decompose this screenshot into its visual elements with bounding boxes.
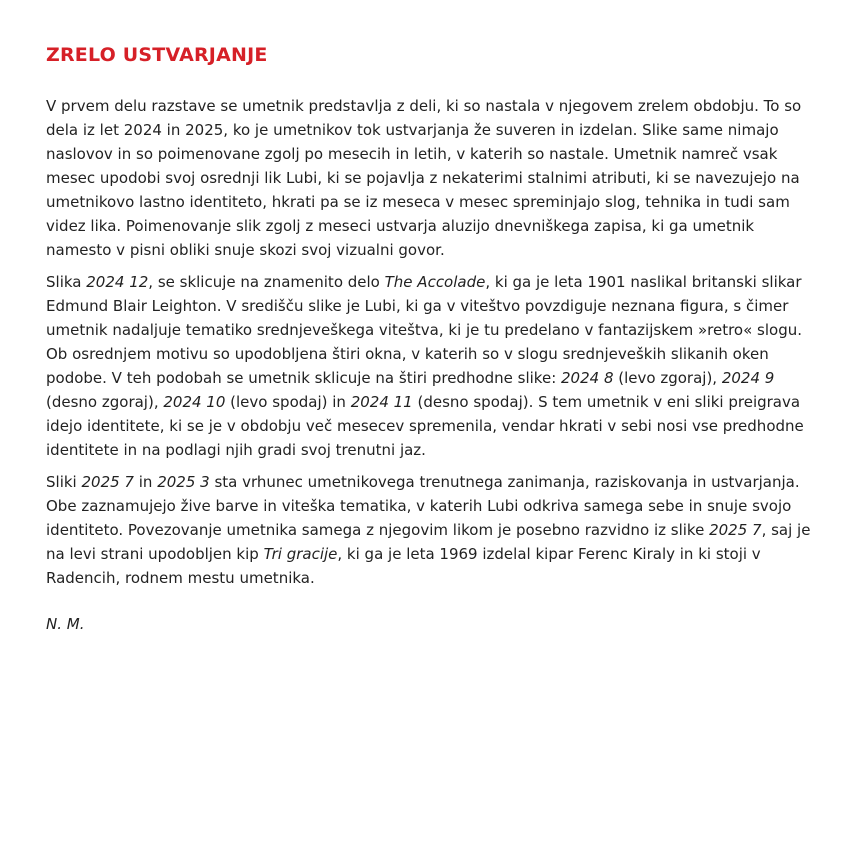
paragraph bbox=[46, 270, 816, 462]
paragraph bbox=[46, 470, 816, 590]
italic-title-text: 2024 11 bbox=[350, 393, 413, 411]
italic-title-text: 2025 7 bbox=[81, 473, 134, 491]
paragraph-text: , ki ga je leta 1969 izdelal kipar Ferenc Kiraly in ki stoji v Radencih, rodnem mestu umetnika. bbox=[46, 545, 761, 587]
paragraph-text: sta vrhunec umetnikovega trenutnega zanimanja, raziskovanja in ustvarjanja. Obe zaznamujejo žive barve in viteška tematika, v katerih Lubi odkriva samega sebe in snuje svojo identiteto. Povezovanje umetnika samega z njegovim likom je posebno razvidno iz slike bbox=[46, 473, 800, 539]
author-signature: N. M. bbox=[46, 615, 85, 633]
paragraph-text: , se sklicuje na znamenito delo bbox=[148, 273, 385, 291]
article-body bbox=[46, 94, 816, 590]
paragraph-text: (levo zgoraj), bbox=[613, 369, 722, 387]
paragraph-text: in bbox=[133, 473, 158, 491]
paragraph-text: , saj je na levi strani upodobljen kip bbox=[46, 521, 811, 563]
paragraph-text: Slika bbox=[46, 273, 87, 291]
italic-title-text: 2024 8 bbox=[561, 369, 614, 387]
section-title: ZRELO USTVARJANJE bbox=[46, 44, 268, 66]
paragraph-text: V prvem delu razstave se umetnik predstavlja z deli, ki so nastala v njegovem zrelem obdobju. To so dela iz let 2024 in 2025, ko je umetnikov tok ustvarjanja že suveren in izdelan. Slike same nimajo naslovov in so poimenovane zgolj po mesecih in letih, v katerih so nastale. Umetnik namreč vsak mesec upodobi svoj osrednji lik Lubi, ki se pojavlja z nekaterimi stalnimi atributi, ki se navezujejo na umetnikovo lastno identiteto, hkrati pa se iz meseca v mesec spreminjajo slog, tehnika in tudi sam videz lika. Poimenovanje slik zgolj z meseci ustvarja aluzijo dnevniškega zapisa, ki ga umetnik namesto v pisni obliki snuje skozi svoj vizualni govor. bbox=[46, 97, 802, 259]
italic-title-text: 2024 12 bbox=[86, 273, 149, 291]
italic-title-text: 2025 7 bbox=[709, 521, 762, 539]
italic-title-text: 2025 3 bbox=[157, 473, 210, 491]
paragraph-text: (levo spodaj) in bbox=[225, 393, 351, 411]
paragraph-text: , ki ga je leta 1901 naslikal britanski slikar Edmund Blair Leighton. V središču slike je Lubi, ki ga v viteštvo povzdiguje neznana figura, s čimer umetnik nadaljuje tematiko srednjeveškega viteštva, ki je tu predelano v fantazijskem »retro« slogu. Ob osrednjem motivu so upodobljena štiri okna, v katerih so v slogu srednjeveških slikanih oken podobe. V teh podobah se umetnik sklicuje na štiri predhodne slike: bbox=[46, 273, 802, 387]
italic-title-text: 2024 9 bbox=[721, 369, 775, 387]
italic-title-text: The Accolade bbox=[384, 273, 486, 291]
paragraph-text: Sliki bbox=[46, 473, 82, 491]
paragraph bbox=[46, 94, 816, 262]
italic-title-text: 2024 10 bbox=[163, 393, 226, 411]
paragraph-text: (desno zgoraj), bbox=[46, 393, 164, 411]
italic-title-text: Tri gracije bbox=[263, 545, 338, 563]
paragraph-text: (desno spodaj). S tem umetnik v eni sliki preigrava idejo identitete, ki se je v obdobju več mesecev spremenila, vendar hkrati v sebi nosi vse predhodne identitete in na podlagi njih gradi svoj trenutni jaz. bbox=[46, 393, 804, 459]
